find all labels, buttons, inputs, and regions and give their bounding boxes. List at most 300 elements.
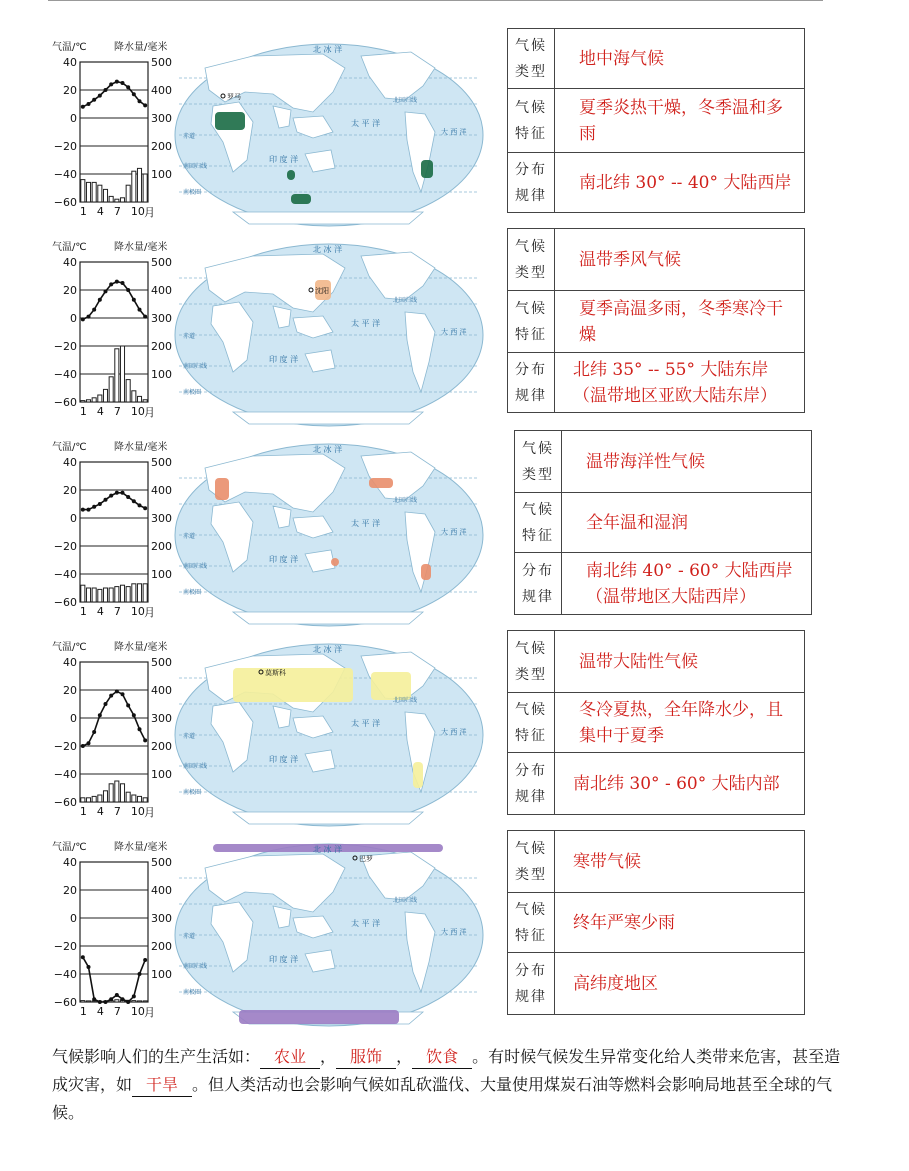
precip-bar (92, 796, 96, 802)
temp-point (109, 282, 113, 286)
landmass (233, 412, 423, 424)
month-label: 10 (130, 805, 145, 818)
precip-bar (137, 168, 141, 202)
precip-bar (109, 784, 113, 802)
temp-point (143, 738, 147, 742)
precip-bar (98, 589, 102, 602)
tropic-north-label: 北回归线 (393, 97, 418, 104)
temp-tick-label: −20 (53, 740, 77, 753)
arctic-ocean-label: 北 冰 洋 (313, 45, 343, 54)
temp-tick-label: 0 (70, 312, 77, 325)
type-label: 气候类型 (515, 431, 562, 493)
temp-point (104, 702, 108, 706)
climate-feature: 终年严寒少雨 (555, 893, 805, 953)
arctic-ocean-label: 北 冰 洋 (313, 445, 343, 454)
type-label: 气候类型 (508, 631, 555, 693)
tropic-south-label: 南回归线 (183, 563, 208, 570)
indian-ocean-label: 印 度 洋 (269, 755, 299, 764)
climate-feature: 全年温和湿润 (562, 493, 812, 553)
temp-point (132, 994, 136, 998)
temp-point (92, 997, 96, 1001)
answer-blank-2: 服饰 (336, 1046, 396, 1069)
precip-tick-label: 100 (151, 968, 172, 981)
temp-line (83, 282, 145, 320)
plot-frame (80, 662, 148, 802)
climate-table (507, 228, 805, 413)
precip-bar (86, 1001, 90, 1002)
climate-table (507, 630, 805, 815)
climate-region (421, 564, 431, 580)
temp-point (81, 508, 85, 512)
temp-tick-label: −20 (53, 340, 77, 353)
month-unit-label: 月 (144, 406, 155, 419)
temp-tick-label: −40 (53, 568, 77, 581)
month-label: 7 (113, 605, 121, 618)
feature-label: 气候特征 (508, 89, 555, 153)
temp-point (121, 997, 125, 1001)
tropic-north-label: 北回归线 (393, 497, 418, 504)
precip-tick-label: 500 (151, 256, 172, 269)
temp-line (83, 691, 145, 746)
temp-point (126, 495, 130, 499)
precip-axis-title: 降水量/毫米 (114, 642, 168, 653)
feature-label: 气候特征 (515, 493, 562, 553)
precip-bar (143, 798, 147, 802)
precip-bar (115, 349, 119, 402)
temp-point (98, 298, 102, 302)
precip-tick-label: 100 (151, 568, 172, 581)
top-rule (48, 0, 823, 1)
world-map (173, 642, 485, 828)
tropic-south-label: 南回归线 (183, 963, 208, 970)
temp-tick-label: 0 (70, 512, 77, 525)
temp-point (143, 958, 147, 962)
precip-bar (103, 588, 107, 602)
temp-point (81, 744, 85, 748)
pacific-ocean-label: 太 平 洋 (351, 719, 381, 728)
climate-type: 温带季风气候 (555, 229, 805, 291)
temp-point (92, 308, 96, 312)
temp-point (121, 692, 125, 696)
precip-bar (92, 588, 96, 602)
city-label: 罗马 (227, 93, 241, 101)
climate-region (291, 194, 311, 204)
equator-label: 赤道 (183, 933, 196, 940)
temp-point (92, 98, 96, 102)
precip-tick-label: 100 (151, 168, 172, 181)
temp-point (87, 508, 91, 512)
precip-bar (137, 1001, 141, 1002)
temp-tick-label: 20 (63, 84, 77, 97)
temp-point (81, 105, 85, 109)
precip-tick-label: 200 (151, 140, 172, 153)
climate-table (507, 28, 805, 213)
equator-label: 赤道 (183, 133, 196, 140)
temp-tick-label: −60 (53, 196, 77, 209)
atlantic-ocean-label: 大 西 洋 (441, 128, 467, 136)
month-label: 1 (79, 205, 87, 218)
temp-point (115, 80, 119, 84)
world-map (173, 242, 485, 428)
precip-bar (137, 396, 141, 402)
precip-axis-title: 降水量/毫米 (114, 842, 168, 853)
climate-region (331, 558, 339, 566)
precip-bar (81, 401, 85, 402)
precip-tick-label: 400 (151, 284, 172, 297)
para-sep-1: ， (320, 1047, 337, 1066)
climate-type: 温带海洋性气候 (562, 431, 812, 493)
temp-tick-label: −60 (53, 396, 77, 409)
pacific-ocean-label: 太 平 洋 (351, 119, 381, 128)
precip-bar (143, 1001, 147, 1002)
climate-region (215, 112, 245, 130)
temp-point (98, 94, 102, 98)
precip-tick-label: 300 (151, 512, 172, 525)
month-unit-label: 月 (144, 806, 155, 819)
indian-ocean-label: 印 度 洋 (269, 555, 299, 564)
temp-point (126, 288, 130, 292)
atlantic-ocean-label: 大 西 洋 (441, 728, 467, 736)
precip-bar (81, 585, 85, 602)
temp-point (121, 81, 125, 85)
precip-bar (115, 781, 119, 802)
equator-label: 赤道 (183, 533, 196, 540)
climate-region (421, 160, 433, 178)
climate-region (371, 672, 411, 700)
precip-bar (120, 198, 124, 202)
precip-bar (86, 798, 90, 802)
precip-bar (137, 584, 141, 602)
landmass (233, 812, 423, 824)
temp-point (87, 965, 91, 969)
pacific-ocean-label: 太 平 洋 (351, 919, 381, 928)
temp-tick-label: 40 (63, 456, 77, 469)
month-label: 1 (79, 1005, 87, 1018)
antarctic-circle-label: 南极圈 (183, 989, 202, 996)
tropic-north-label: 北回归线 (393, 697, 418, 704)
distribution-label: 分布规律 (508, 953, 555, 1015)
temp-point (143, 506, 147, 510)
month-label: 10 (130, 1005, 145, 1018)
precip-bar (92, 398, 96, 402)
atlantic-ocean-label: 大 西 洋 (441, 528, 467, 536)
climate-block-3 (0, 440, 909, 640)
atlantic-ocean-label: 大 西 洋 (441, 328, 467, 336)
temp-line (83, 957, 145, 1002)
temp-axis-title: 气温/℃ (52, 42, 87, 53)
distribution-label: 分布规律 (508, 353, 555, 413)
temp-point (109, 82, 113, 86)
precip-tick-label: 200 (151, 940, 172, 953)
climate-chart (52, 840, 188, 1030)
para-sep-2: ， (396, 1047, 413, 1066)
precip-tick-label: 500 (151, 856, 172, 869)
equator-label: 赤道 (183, 733, 196, 740)
precip-tick-label: 400 (151, 84, 172, 97)
precip-bar (132, 584, 136, 602)
temp-tick-label: −60 (53, 996, 77, 1009)
precip-tick-label: 400 (151, 484, 172, 497)
month-label: 10 (130, 605, 145, 618)
temp-point (138, 972, 142, 976)
equator-label: 赤道 (183, 333, 196, 340)
climate-chart (52, 40, 188, 230)
temp-point (81, 955, 85, 959)
temp-tick-label: 20 (63, 284, 77, 297)
temp-point (143, 103, 147, 107)
climate-region (239, 1010, 399, 1024)
month-label: 10 (130, 205, 145, 218)
temp-point (104, 1000, 108, 1004)
temp-point (104, 88, 108, 92)
temp-tick-label: −20 (53, 940, 77, 953)
month-unit-label: 月 (144, 606, 155, 619)
temp-point (115, 689, 119, 693)
precip-bar (132, 171, 136, 202)
temp-point (98, 502, 102, 506)
precip-tick-label: 300 (151, 112, 172, 125)
temp-tick-label: −40 (53, 968, 77, 981)
climate-block-1 (0, 37, 909, 240)
city-label: 沈阳 (315, 287, 329, 295)
precip-axis-title: 降水量/毫米 (114, 42, 168, 53)
precip-bar (126, 380, 130, 402)
indian-ocean-label: 印 度 洋 (269, 355, 299, 364)
precip-bar (126, 587, 130, 602)
landmass (233, 612, 423, 624)
climate-chart (52, 640, 188, 830)
climate-region (215, 478, 229, 500)
precip-tick-label: 100 (151, 768, 172, 781)
precip-bar (126, 185, 130, 202)
climate-table (514, 430, 812, 615)
summary-paragraph (52, 1043, 852, 1127)
month-label: 1 (79, 405, 87, 418)
precip-tick-label: 500 (151, 456, 172, 469)
feature-label: 气候特征 (508, 693, 555, 753)
precip-bar (86, 400, 90, 402)
antarctic-circle-label: 南极圈 (183, 389, 202, 396)
pacific-ocean-label: 太 平 洋 (351, 319, 381, 328)
precip-bar (92, 182, 96, 202)
month-label: 4 (96, 805, 104, 818)
precip-bar (143, 584, 147, 602)
precip-bar (132, 391, 136, 402)
tropic-south-label: 南回归线 (183, 363, 208, 370)
temp-point (115, 280, 119, 284)
temp-point (98, 713, 102, 717)
climate-feature: 夏季炎热干燥，冬季温和多雨 (555, 89, 805, 153)
feature-label: 气候特征 (508, 893, 555, 953)
climate-type: 地中海气候 (555, 29, 805, 89)
precip-bar (86, 588, 90, 602)
pacific-ocean-label: 太 平 洋 (351, 519, 381, 528)
temp-axis-title: 气温/℃ (52, 242, 87, 253)
answer-blank-3: 饮食 (412, 1046, 472, 1069)
precip-bar (132, 795, 136, 802)
temp-point (132, 499, 136, 503)
precip-bar (115, 587, 119, 602)
distribution-label: 分布规律 (508, 753, 555, 815)
temp-tick-label: 40 (63, 56, 77, 69)
landmass (233, 212, 423, 224)
temp-point (87, 102, 91, 106)
temp-tick-label: −60 (53, 796, 77, 809)
temp-axis-title: 气温/℃ (52, 842, 87, 853)
climate-distribution: 北纬 35° -- 55° 大陆东岸（温带地区亚欧大陆东岸） (555, 353, 805, 413)
climate-block-4 (0, 640, 909, 840)
temp-tick-label: −60 (53, 596, 77, 609)
antarctic-circle-label: 南极圈 (183, 589, 202, 596)
tropic-south-label: 南回归线 (183, 163, 208, 170)
month-label: 1 (79, 805, 87, 818)
temp-tick-label: 0 (70, 912, 77, 925)
temp-point (104, 289, 108, 293)
month-label: 7 (113, 805, 121, 818)
distribution-label: 分布规律 (508, 153, 555, 213)
type-label: 气候类型 (508, 29, 555, 89)
precip-bar (137, 796, 141, 802)
para-text-3: 。但人类活动也会影响气候如乱砍滥伐、大量使用煤炭石油等燃料会影响局地甚至全球的气候。 (52, 1075, 833, 1122)
climate-table (507, 830, 805, 1015)
temp-tick-label: 0 (70, 712, 77, 725)
arctic-ocean-label: 北 冰 洋 (313, 245, 343, 254)
type-label: 气候类型 (508, 229, 555, 291)
precip-bar (98, 395, 102, 402)
city-label: 莫斯科 (265, 669, 286, 677)
precip-bar (109, 196, 113, 202)
temp-point (132, 298, 136, 302)
temp-point (121, 281, 125, 285)
tropic-north-label: 北回归线 (393, 897, 418, 904)
precip-bar (120, 585, 124, 602)
precip-bar (115, 199, 119, 202)
precip-bar (103, 389, 107, 402)
month-label: 1 (79, 605, 87, 618)
precip-axis-title: 降水量/毫米 (114, 242, 168, 253)
precip-bar (132, 1001, 136, 1002)
month-label: 4 (96, 405, 104, 418)
precip-bar (120, 784, 124, 802)
precip-tick-label: 200 (151, 340, 172, 353)
city-label: 巴罗 (359, 855, 373, 863)
climate-type: 寒带气候 (555, 831, 805, 893)
precip-tick-label: 500 (151, 656, 172, 669)
indian-ocean-label: 印 度 洋 (269, 955, 299, 964)
temp-point (126, 703, 130, 707)
temp-axis-title: 气温/℃ (52, 442, 87, 453)
precip-bar (81, 1001, 85, 1002)
precip-bar (109, 377, 113, 402)
temp-point (109, 694, 113, 698)
precip-tick-label: 300 (151, 312, 172, 325)
temp-tick-label: −40 (53, 768, 77, 781)
precip-tick-label: 300 (151, 712, 172, 725)
feature-label: 气候特征 (508, 291, 555, 353)
precip-bar (143, 174, 147, 202)
climate-distribution: 南北纬 30° - 60° 大陆内部 (555, 753, 805, 815)
precip-bar (81, 798, 85, 802)
temp-point (138, 727, 142, 731)
temp-point (143, 315, 147, 319)
arctic-ocean-label: 北 冰 洋 (313, 845, 343, 854)
temp-point (109, 997, 113, 1001)
temp-point (138, 503, 142, 507)
precip-tick-label: 100 (151, 368, 172, 381)
climate-feature: 冬冷夏热，全年降水少，且集中于夏季 (555, 693, 805, 753)
climate-feature: 夏季高温多雨，冬季寒冷干燥 (555, 291, 805, 353)
temp-tick-label: −40 (53, 168, 77, 181)
world-map (173, 442, 485, 628)
precip-bar (103, 791, 107, 802)
temp-point (138, 308, 142, 312)
precip-tick-label: 300 (151, 912, 172, 925)
temp-point (115, 491, 119, 495)
answer-blank-1: 农业 (260, 1046, 320, 1069)
temp-point (92, 730, 96, 734)
antarctic-circle-label: 南极圈 (183, 189, 202, 196)
temp-tick-label: 40 (63, 856, 77, 869)
temp-point (126, 85, 130, 89)
precip-bar (98, 795, 102, 802)
type-label: 气候类型 (508, 831, 555, 893)
world-map (173, 42, 485, 228)
climate-chart (52, 440, 188, 630)
precip-bar (103, 189, 107, 202)
month-label: 7 (113, 205, 121, 218)
precip-tick-label: 500 (151, 56, 172, 69)
precip-bar (98, 185, 102, 202)
climate-distribution: 南北纬 40° - 60° 大陆西岸（温带地区大陆西岸） (562, 553, 812, 615)
atlantic-ocean-label: 大 西 洋 (441, 928, 467, 936)
precip-bar (120, 346, 124, 402)
temp-point (92, 505, 96, 509)
temp-tick-label: 0 (70, 112, 77, 125)
month-label: 4 (96, 1005, 104, 1018)
world-map (173, 842, 485, 1028)
precip-bar (115, 1000, 119, 1002)
month-label: 4 (96, 605, 104, 618)
climate-region (413, 762, 423, 788)
precip-bar (126, 792, 130, 802)
climate-region (233, 668, 353, 702)
temp-point (81, 317, 85, 321)
answer-blank-4: 干旱 (132, 1074, 192, 1097)
temp-point (104, 498, 108, 502)
precip-tick-label: 400 (151, 884, 172, 897)
plot-frame (80, 462, 148, 602)
antarctic-circle-label: 南极圈 (183, 789, 202, 796)
temp-point (121, 491, 125, 495)
distribution-label: 分布规律 (515, 553, 562, 615)
temp-point (98, 1000, 102, 1004)
temp-point (132, 713, 136, 717)
climate-distribution: 南北纬 30° -- 40° 大陆西岸 (555, 153, 805, 213)
month-unit-label: 月 (144, 206, 155, 219)
month-label: 7 (113, 1005, 121, 1018)
month-unit-label: 月 (144, 1006, 155, 1019)
precip-bar (109, 588, 113, 602)
temp-tick-label: −20 (53, 140, 77, 153)
month-label: 4 (96, 205, 104, 218)
month-label: 7 (113, 405, 121, 418)
precip-tick-label: 400 (151, 684, 172, 697)
temp-tick-label: 40 (63, 656, 77, 669)
climate-region (369, 478, 393, 488)
para-text-2: 。有时候气候发生异常变化给人类带来危害，甚至造成灾害，如 (52, 1047, 841, 1094)
tropic-north-label: 北回归线 (393, 297, 418, 304)
climate-type: 温带大陆性气候 (555, 631, 805, 693)
